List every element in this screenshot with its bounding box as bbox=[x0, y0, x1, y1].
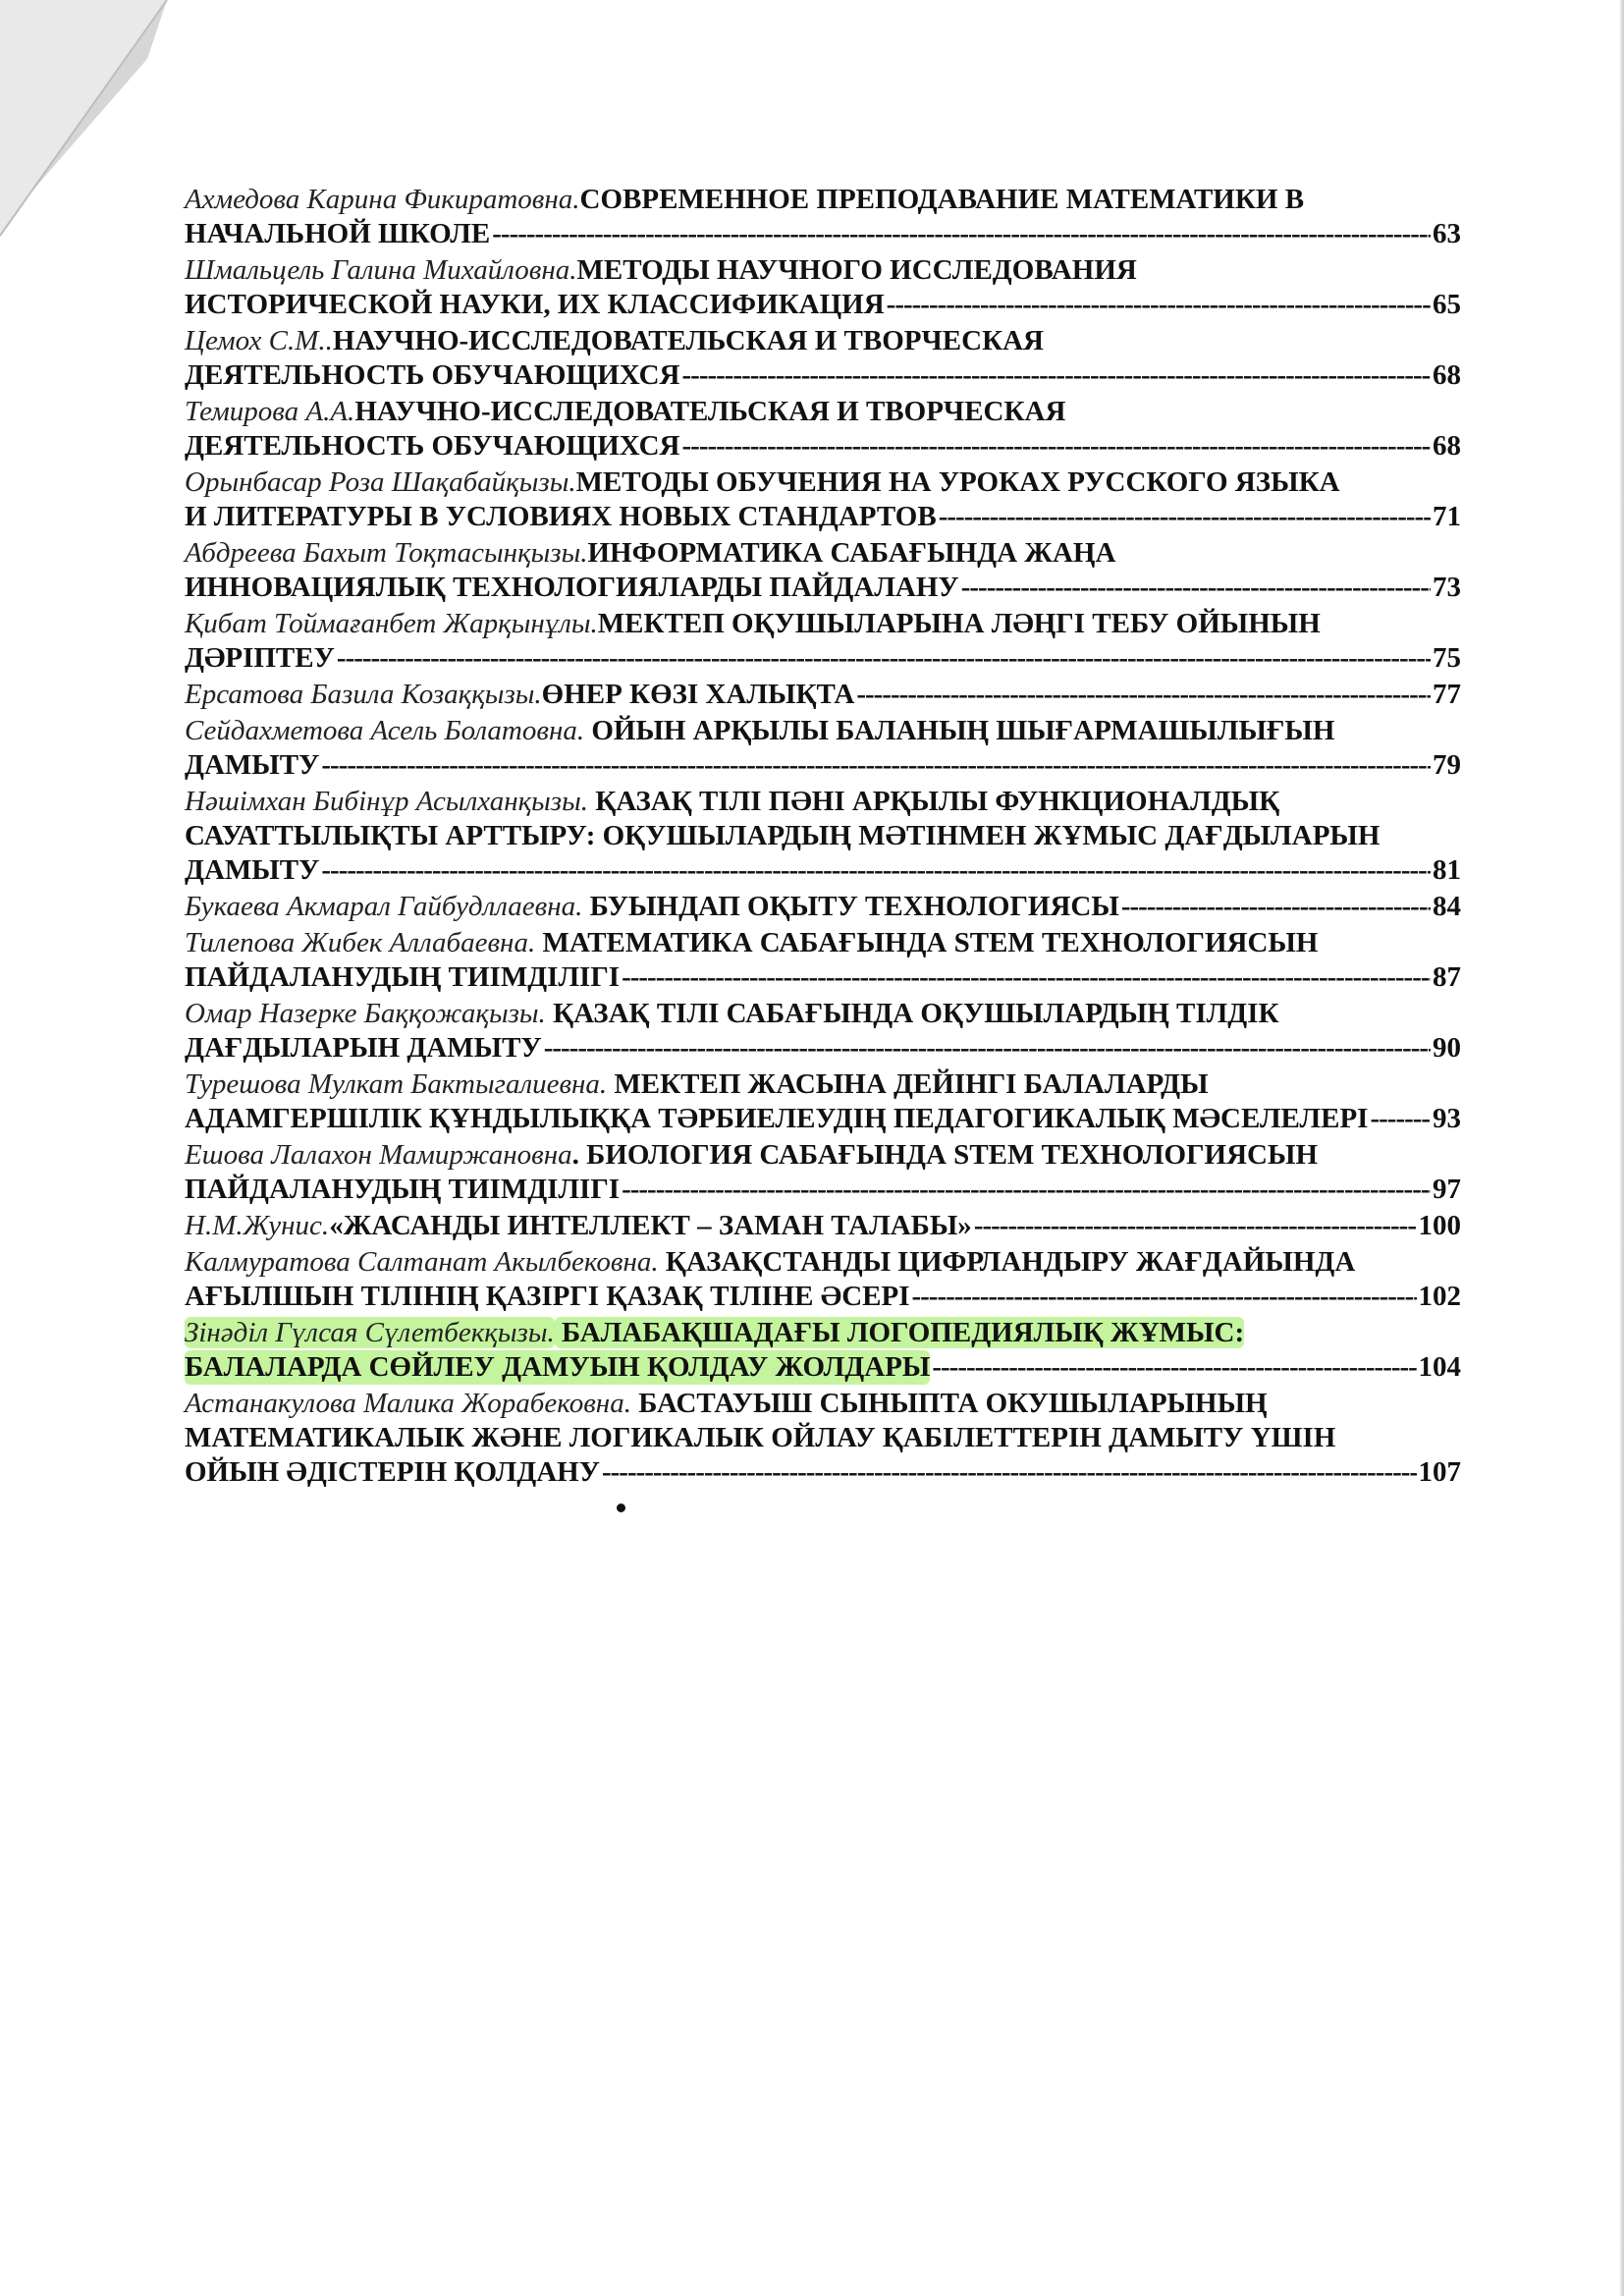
page-edge-shadow bbox=[1620, 0, 1624, 2296]
toc-title-last-line: БУЫНДАП ОҚЫТУ ТЕХНОЛОГИЯСЫ bbox=[582, 891, 1119, 922]
toc-leader-line bbox=[185, 358, 1461, 393]
toc-entry bbox=[185, 1316, 1461, 1385]
toc-entry-heading bbox=[185, 536, 1461, 571]
toc-entry-heading bbox=[185, 183, 1461, 217]
toc-title-last-line: ИСТОРИЧЕСКОЙ НАУКИ, ИХ КЛАССИФИКАЦИЯ bbox=[185, 289, 885, 320]
toc-title-line: ИНФОРМАТИКА САБАҒЫНДА ЖАҢА bbox=[587, 537, 1116, 569]
toc-dot-leader bbox=[1370, 1102, 1431, 1136]
toc-entry-heading bbox=[185, 1387, 1461, 1455]
toc-entry bbox=[185, 395, 1461, 464]
toc-title-last-line: ДАҒДЫЛАРЫН ДАМЫТУ bbox=[185, 1032, 542, 1064]
toc-author: Шмальцель Галина Михайловна. bbox=[185, 254, 577, 286]
toc-entry bbox=[185, 1245, 1461, 1314]
toc-page-number: 87 bbox=[1433, 961, 1461, 993]
toc-leader-line bbox=[185, 960, 1461, 995]
toc-dot-leader bbox=[602, 1455, 1417, 1490]
toc-entry-heading bbox=[185, 997, 1461, 1031]
toc-author: Сейдахметова Асель Болатовна. bbox=[185, 715, 585, 746]
toc-entry-heading bbox=[185, 678, 854, 712]
toc-author: Қибат Тоймағанбет Жарқынұлы. bbox=[185, 608, 598, 639]
toc-title-line: ҚАЗАҚСТАНДЫ ЦИФРЛАНДЫРУ ЖАҒДАЙЫНДА bbox=[658, 1246, 1356, 1278]
toc-entry-heading bbox=[185, 1067, 1461, 1102]
toc-entry bbox=[185, 536, 1461, 605]
toc-entry bbox=[185, 714, 1461, 783]
toc-title-last-line: ДЕЯТЕЛЬНОСТЬ ОБУЧАЮЩИХСЯ bbox=[185, 359, 680, 391]
toc-title-line: МЕТОДЫ НАУЧНОГО ИССЛЕДОВАНИЯ bbox=[576, 254, 1137, 286]
ink-dot bbox=[617, 1503, 625, 1512]
toc-entry bbox=[185, 607, 1461, 676]
toc-entry bbox=[185, 1209, 1461, 1243]
toc-page-number: 75 bbox=[1433, 642, 1461, 674]
toc-dot-leader bbox=[1121, 890, 1431, 924]
toc-entry bbox=[185, 1387, 1461, 1490]
toc-entry bbox=[185, 183, 1461, 251]
toc-author: Орынбасар Роза Шақабайқызы. bbox=[185, 466, 576, 498]
toc-dot-leader bbox=[321, 853, 1431, 888]
toc-dot-leader bbox=[932, 1350, 1416, 1385]
toc-entry-heading bbox=[185, 1138, 1461, 1173]
toc-entry bbox=[185, 678, 1461, 712]
toc-leader-line bbox=[185, 1209, 1461, 1243]
toc-dot-leader bbox=[544, 1031, 1431, 1066]
toc-leader-line bbox=[185, 678, 1461, 712]
toc-page-number: 68 bbox=[1433, 430, 1461, 462]
table-of-contents bbox=[185, 183, 1461, 1492]
toc-entry-heading bbox=[185, 1209, 972, 1243]
toc-title-line: МАТЕМАТИКА САБАҒЫНДА STEM ТЕХНОЛОГИЯСЫН bbox=[535, 927, 1319, 958]
toc-title-line: МЕТОДЫ ОБУЧЕНИЯ НА УРОКАХ РУССКОГО ЯЗЫКА bbox=[575, 466, 1340, 498]
toc-entry bbox=[185, 1138, 1461, 1207]
toc-title-line: БАСТАУЫШ СЫНЫПТА ОКУШЫЛАРЫНЫҢ bbox=[630, 1388, 1268, 1419]
toc-title-last-line: ДӘРІПТЕУ bbox=[185, 642, 335, 674]
toc-page-number: 81 bbox=[1433, 854, 1461, 886]
toc-dot-leader bbox=[682, 358, 1432, 393]
toc-entry-heading bbox=[185, 465, 1461, 500]
toc-leader-line bbox=[185, 641, 1461, 676]
toc-author: Н.М.Жунис. bbox=[185, 1210, 330, 1241]
toc-title-last-line: ОЙЫН ӘДІСТЕРІН ҚОЛДАНУ bbox=[185, 1456, 600, 1488]
toc-page-number: 84 bbox=[1433, 891, 1461, 922]
toc-dot-leader bbox=[622, 960, 1431, 995]
toc-page-number: 65 bbox=[1433, 289, 1461, 320]
toc-leader-line bbox=[185, 1350, 1461, 1385]
toc-title-last-line: ПАЙДАЛАНУДЫҢ ТИІМДІЛІГІ bbox=[185, 961, 621, 993]
toc-leader-line bbox=[185, 429, 1461, 464]
toc-dot-leader bbox=[961, 571, 1431, 605]
toc-leader-line bbox=[185, 853, 1461, 888]
toc-title-line: ОЙЫН АРҚЫЛЫ БАЛАНЫҢ ШЫҒАРМАШЫЛЫҒЫН bbox=[584, 715, 1335, 746]
toc-title-line: НАУЧНО-ИССЛЕДОВАТЕЛЬСКАЯ И ТВОРЧЕСКАЯ bbox=[332, 325, 1044, 356]
toc-title-line: МАТЕМАТИКАЛЫК ЖӘНЕ ЛОГИКАЛЫК ОЙЛАУ ҚАБІЛЕТТЕРІН ДАМЫТУ ҮШІН bbox=[185, 1422, 1336, 1453]
toc-entry bbox=[185, 785, 1461, 888]
toc-author: Ерсатова Базила Козаққызы. bbox=[185, 679, 542, 710]
toc-entry bbox=[185, 997, 1461, 1066]
toc-leader-line bbox=[185, 1031, 1461, 1066]
toc-author: Зінәділ Гүлсая Сүлетбекқызы. bbox=[185, 1317, 555, 1348]
toc-author: Астанакулова Малика Жорабековна. bbox=[185, 1388, 631, 1419]
toc-page-number: 93 bbox=[1433, 1103, 1461, 1134]
toc-title-line: . БИОЛОГИЯ САБАҒЫНДА STEM ТЕХНОЛОГИЯСЫН bbox=[571, 1139, 1319, 1171]
toc-entry-heading bbox=[185, 395, 1461, 429]
toc-leader-line bbox=[185, 217, 1461, 251]
toc-title-line: БАЛАБАҚШАДАҒЫ ЛОГОПЕДИЯЛЫҚ ЖҰМЫС: bbox=[554, 1317, 1245, 1348]
toc-entry bbox=[185, 926, 1461, 995]
toc-author: Темирова А.А. bbox=[185, 396, 355, 427]
toc-page-number: 77 bbox=[1433, 679, 1461, 710]
toc-leader-line bbox=[185, 1102, 1461, 1136]
toc-title-last-line: ДЕЯТЕЛЬНОСТЬ ОБУЧАЮЩИХСЯ bbox=[185, 430, 680, 462]
toc-page-number: 73 bbox=[1433, 572, 1461, 603]
toc-title-line: ҚАЗАҚ ТІЛІ САБАҒЫНДА ОҚУШЫЛАРДЫҢ ТІЛДІК bbox=[545, 998, 1279, 1029]
toc-leader-line bbox=[185, 1280, 1461, 1314]
toc-entry bbox=[185, 465, 1461, 534]
toc-page-number: 68 bbox=[1433, 359, 1461, 391]
toc-page-number: 71 bbox=[1433, 501, 1461, 532]
toc-title-line: СОВРЕМЕННОЕ ПРЕПОДАВАНИЕ МАТЕМАТИКИ В bbox=[579, 184, 1305, 215]
toc-page-number: 100 bbox=[1418, 1210, 1461, 1241]
toc-title-last-line: ПАЙДАЛАНУДЫҢ ТИІМДІЛІГІ bbox=[185, 1174, 621, 1205]
toc-leader-line bbox=[185, 890, 1461, 924]
toc-author: Нәшімхан Бибінұр Асылханқызы. bbox=[185, 786, 588, 817]
toc-title-line: МЕКТЕП ОҚУШЫЛАРЫНА ЛӘҢГІ ТЕБУ ОЙЫНЫН bbox=[597, 608, 1321, 639]
toc-page-number: 107 bbox=[1418, 1456, 1461, 1488]
toc-entry-heading bbox=[185, 785, 1461, 853]
toc-dot-leader bbox=[622, 1173, 1431, 1207]
toc-leader-line bbox=[185, 1173, 1461, 1207]
toc-dot-leader bbox=[939, 500, 1431, 534]
toc-author: Калмуратова Салтанат Акылбековна. bbox=[185, 1246, 659, 1278]
toc-entry bbox=[185, 890, 1461, 924]
toc-author: Абдреева Бахыт Тоқтасынқызы. bbox=[185, 537, 588, 569]
toc-leader-line bbox=[185, 288, 1461, 322]
toc-author: Омар Назерке Баққожақызы. bbox=[185, 998, 546, 1029]
toc-dot-leader bbox=[492, 217, 1431, 251]
toc-entry bbox=[185, 324, 1461, 393]
toc-page-number: 102 bbox=[1418, 1281, 1461, 1312]
toc-leader-line bbox=[185, 748, 1461, 783]
toc-page-number: 97 bbox=[1433, 1174, 1461, 1205]
toc-page-number: 63 bbox=[1433, 218, 1461, 249]
toc-leader-line bbox=[185, 1455, 1461, 1490]
toc-title-line: МЕКТЕП ЖАСЫНА ДЕЙІНГІ БАЛАЛАРДЫ bbox=[607, 1068, 1209, 1100]
toc-title-last-line: АҒЫЛШЫН ТІЛІНІҢ ҚАЗІРГІ ҚАЗАҚ ТІЛІНЕ ӘСЕРІ bbox=[185, 1281, 910, 1312]
toc-title-last-line: ДАМЫТУ bbox=[185, 854, 320, 886]
toc-leader-line bbox=[185, 500, 1461, 534]
toc-entry-heading bbox=[185, 1245, 1461, 1280]
toc-entry-heading bbox=[185, 253, 1461, 288]
toc-entry bbox=[185, 1067, 1461, 1136]
toc-title-last-line: НАЧАЛЬНОЙ ШКОЛЕ bbox=[185, 218, 491, 249]
toc-dot-leader bbox=[856, 678, 1431, 712]
toc-entry-heading bbox=[185, 890, 1119, 924]
toc-author: Тилепова Жибек Аллабаевна. bbox=[185, 927, 536, 958]
toc-author: Цемох С.М.. bbox=[185, 325, 333, 356]
toc-page-number: 79 bbox=[1433, 749, 1461, 781]
toc-dot-leader bbox=[974, 1209, 1417, 1243]
toc-author: Букаева Акмарал Гайбудллаевна. bbox=[185, 891, 583, 922]
toc-dot-leader bbox=[887, 288, 1431, 322]
toc-title-last-line: БАЛАЛАРДА СӨЙЛЕУ ДАМУЫН ҚОЛДАУ ЖОЛДАРЫ bbox=[185, 1351, 931, 1383]
toc-leader-line bbox=[185, 571, 1461, 605]
toc-dot-leader bbox=[682, 429, 1432, 464]
toc-entry-heading bbox=[185, 714, 1461, 748]
toc-dot-leader bbox=[321, 748, 1431, 783]
toc-title-last-line: ДАМЫТУ bbox=[185, 749, 320, 781]
toc-entry-heading bbox=[185, 324, 1461, 358]
toc-entry-heading bbox=[185, 926, 1461, 960]
toc-dot-leader bbox=[337, 641, 1431, 676]
toc-title-line: САУАТТЫЛЫҚТЫ АРТТЫРУ: ОҚУШЫЛАРДЫҢ МӘТІНМЕН ЖҰМЫС ДАҒДЫЛАРЫН bbox=[185, 820, 1380, 851]
toc-author: Турешова Мулкат Бактыгалиевна. bbox=[185, 1068, 608, 1100]
toc-page-number: 104 bbox=[1418, 1351, 1461, 1383]
toc-entry bbox=[185, 253, 1461, 322]
toc-title-line: НАУЧНО-ИССЛЕДОВАТЕЛЬСКАЯ И ТВОРЧЕСКАЯ bbox=[354, 396, 1066, 427]
toc-title-last-line: ИННОВАЦИЯЛЫҚ ТЕХНОЛОГИЯЛАРДЫ ПАЙДАЛАНУ bbox=[185, 572, 959, 603]
toc-entry-heading bbox=[185, 607, 1461, 641]
toc-title-last-line: АДАМГЕРШІЛІК ҚҰНДЫЛЫҚҚА ТӘРБИЕЛЕУДІҢ ПЕДАГОГИКАЛЫҚ МӘСЕЛЕЛЕРІ bbox=[185, 1103, 1369, 1134]
toc-page-number: 90 bbox=[1433, 1032, 1461, 1064]
toc-author: Ешова Лалахон Мамиржановна bbox=[185, 1139, 572, 1171]
toc-dot-leader bbox=[911, 1280, 1416, 1314]
toc-title-last-line: И ЛИТЕРАТУРЫ В УСЛОВИЯХ НОВЫХ СТАНДАРТОВ bbox=[185, 501, 937, 532]
toc-title-line: ҚАЗАҚ ТІЛІ ПӘНІ АРҚЫЛЫ ФУНКЦИОНАЛДЫҚ bbox=[588, 786, 1280, 817]
toc-entry-heading bbox=[185, 1316, 1461, 1350]
toc-author: Ахмедова Карина Фикиратовна. bbox=[185, 184, 580, 215]
toc-title-last-line: ӨНЕР КӨЗІ ХАЛЫҚТА bbox=[541, 679, 855, 710]
toc-title-last-line: «ЖАСАНДЫ ИНТЕЛЛЕКТ – ЗАМАН ТАЛАБЫ» bbox=[329, 1210, 972, 1241]
